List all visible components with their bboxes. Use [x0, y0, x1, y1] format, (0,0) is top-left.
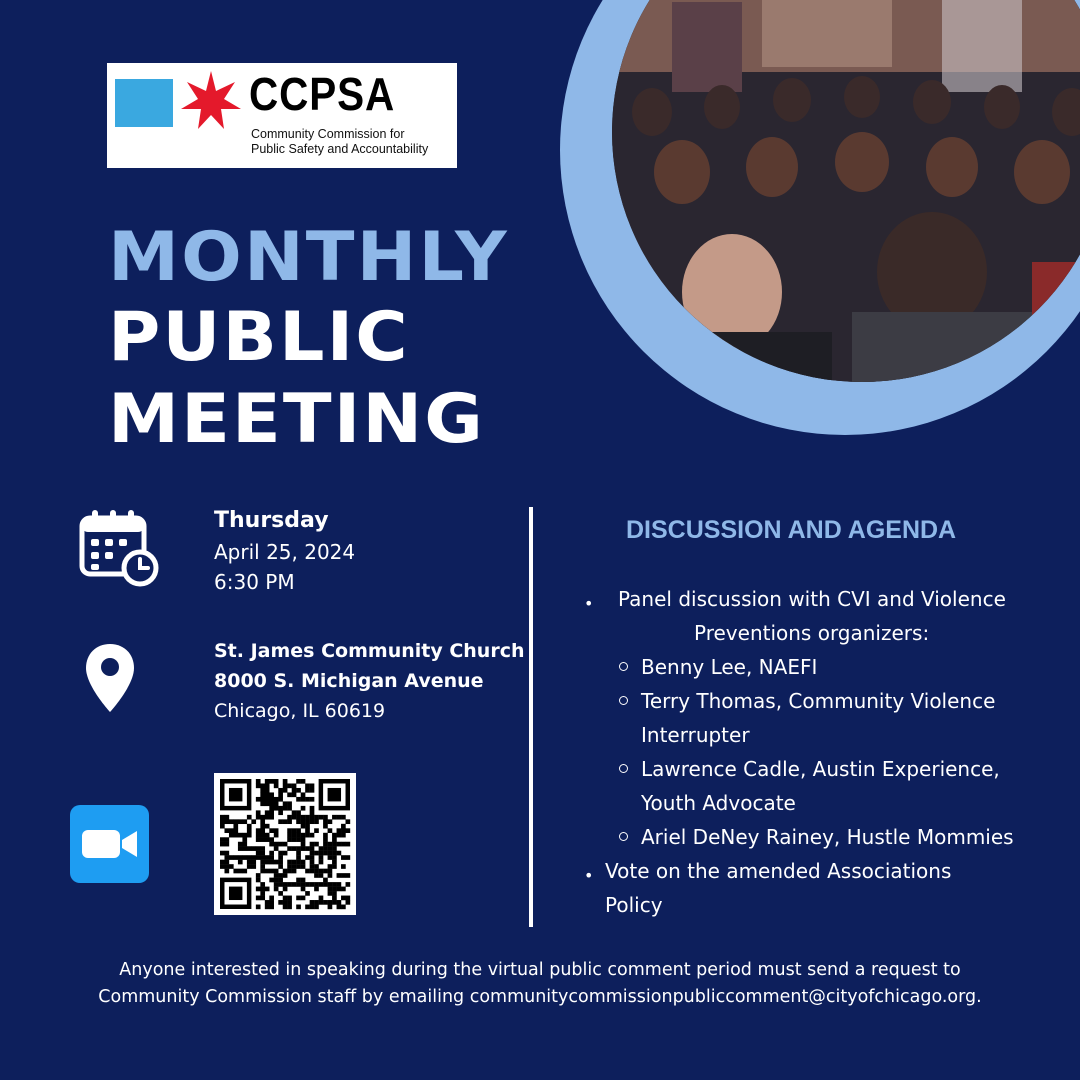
agenda-sub2-line2: Interrupter: [641, 723, 750, 747]
title-monthly: MONTHLY: [108, 218, 509, 297]
sub-bullet-icon: [619, 662, 628, 671]
location-name: St. James Community Church: [214, 640, 525, 662]
bullet-icon: •: [584, 866, 594, 885]
logo-blue-square: [115, 79, 173, 127]
footer-line1: Anyone interested in speaking during the virtual public comment period must send a request to: [119, 960, 961, 980]
location-street: 8000 S. Michigan Avenue: [214, 670, 484, 692]
agenda-sub2-line1: Terry Thomas, Community Violence: [641, 689, 996, 713]
footer-line2: Community Commission staff by emailing communitycommissionpubliccomment@cityofchicago.org.: [98, 987, 982, 1007]
sub-bullet-icon: [619, 696, 628, 705]
agenda-item2-line1: Vote on the amended Associations: [605, 859, 952, 883]
title-meeting: MEETING: [108, 380, 485, 459]
logo-name: CCPSA: [249, 68, 396, 120]
agenda-sub3-line1: Lawrence Cadle, Austin Experience,: [641, 757, 1000, 781]
agenda-item1-line1: Panel discussion with CVI and Violence: [618, 587, 1006, 611]
agenda-sub4: Ariel DeNey Rainey, Hustle Mommies: [641, 825, 1014, 849]
logo-subtitle-line2: Public Safety and Accountability: [251, 142, 429, 156]
map-pin-icon: [84, 642, 136, 714]
chicago-star-icon: [179, 69, 243, 133]
qr-code-pattern: [214, 773, 356, 915]
sub-bullet-icon: [619, 764, 628, 773]
location-city: Chicago, IL 60619: [214, 700, 386, 722]
event-date: April 25, 2024: [214, 540, 356, 564]
agenda-heading: DISCUSSION AND AGENDA: [626, 516, 957, 544]
sub-bullet-icon: [619, 832, 628, 841]
event-time: 6:30 PM: [214, 570, 295, 594]
calendar-clock-icon: [78, 506, 160, 588]
event-day: Thursday: [214, 508, 329, 533]
logo-subtitle-line1: Community Commission for: [251, 127, 405, 141]
logo-subtitle: [251, 127, 451, 157]
agenda-item1-line2: Preventions organizers:: [694, 621, 930, 645]
agenda-item2-line2: Policy: [605, 893, 663, 917]
zoom-video-icon[interactable]: [70, 805, 149, 883]
bullet-icon: •: [584, 594, 594, 613]
ccpsa-logo: [107, 63, 457, 168]
footer-note: [40, 957, 1040, 1011]
agenda-sub1: Benny Lee, NAEFI: [641, 655, 818, 679]
video-camera-icon: [70, 805, 149, 883]
vertical-divider: [529, 507, 533, 927]
qr-code-icon[interactable]: [214, 773, 356, 915]
agenda-sub3-line2: Youth Advocate: [641, 791, 796, 815]
title-public: PUBLIC: [108, 298, 410, 377]
